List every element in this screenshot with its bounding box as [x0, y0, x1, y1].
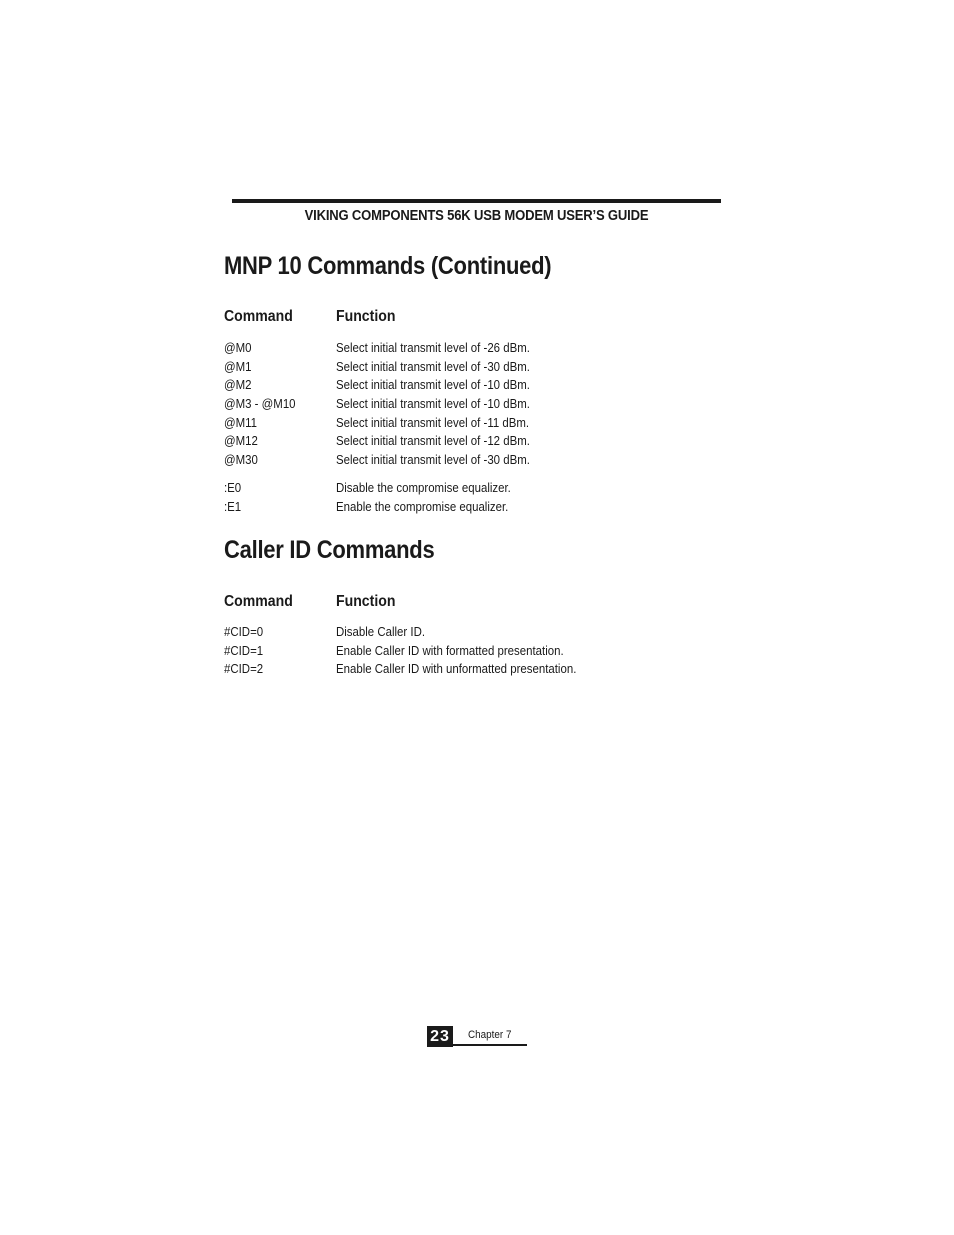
command-code: @M11 — [224, 414, 258, 430]
column-header-command: Command — [224, 593, 293, 610]
command-function: Select initial transmit level of -30 dBm. — [336, 452, 530, 468]
command-code: @M12 — [224, 433, 258, 449]
command-code: @M1 — [224, 358, 252, 374]
command-row — [224, 498, 704, 517]
command-function: Select initial transmit level of -11 dBm. — [336, 414, 530, 430]
command-row — [224, 451, 704, 470]
command-list-transmit-level — [224, 339, 704, 470]
section-title-mnp10: MNP 10 Commands (Continued) — [224, 252, 552, 280]
page-number: 23 — [427, 1026, 453, 1047]
command-row — [224, 432, 704, 451]
command-row — [224, 376, 704, 395]
running-header: VIKING COMPONENTS 56K USB MODEM USER’S GUIDE — [304, 208, 649, 224]
command-function: Enable Caller ID with formatted presentation. — [336, 642, 564, 658]
command-row — [224, 414, 704, 433]
footer-rule — [453, 1044, 527, 1046]
command-row — [224, 358, 704, 377]
command-list-equalizer — [224, 479, 704, 516]
command-row — [224, 395, 704, 414]
page-footer — [427, 1026, 527, 1048]
command-row — [224, 660, 704, 679]
command-row — [224, 642, 704, 661]
column-header-function: Function — [336, 308, 396, 325]
command-row — [224, 623, 704, 642]
command-code: #CID=0 — [224, 624, 264, 639]
command-function: Disable the compromise equalizer. — [336, 480, 511, 495]
command-function: Enable the compromise equalizer. — [336, 498, 509, 514]
command-code: #CID=2 — [224, 661, 264, 677]
command-code: @M30 — [224, 452, 258, 468]
chapter-label: Chapter 7 — [468, 1029, 512, 1041]
command-code: #CID=1 — [224, 642, 264, 658]
command-list-caller-id — [224, 623, 704, 679]
command-code: @M3 - @M10 — [224, 396, 296, 412]
command-function: Select initial transmit level of -30 dBm. — [336, 358, 530, 374]
command-function: Select initial transmit level of -10 dBm. — [336, 396, 530, 412]
command-function: Select initial transmit level of -10 dBm. — [336, 377, 530, 393]
command-function: Enable Caller ID with unformatted presentation. — [336, 661, 577, 677]
column-header-command: Command — [224, 308, 293, 325]
section-title-caller-id: Caller ID Commands — [224, 536, 435, 564]
command-code: :E1 — [224, 498, 242, 514]
command-code: :E0 — [224, 480, 242, 495]
command-row — [224, 479, 704, 498]
command-function: Select initial transmit level of -12 dBm. — [336, 433, 530, 449]
command-code: @M2 — [224, 377, 252, 393]
column-header-function: Function — [336, 593, 396, 610]
command-function: Select initial transmit level of -26 dBm. — [336, 340, 530, 355]
command-function: Disable Caller ID. — [336, 624, 426, 639]
header-rule — [232, 199, 721, 203]
command-code: @M0 — [224, 340, 252, 355]
command-row — [224, 339, 704, 358]
